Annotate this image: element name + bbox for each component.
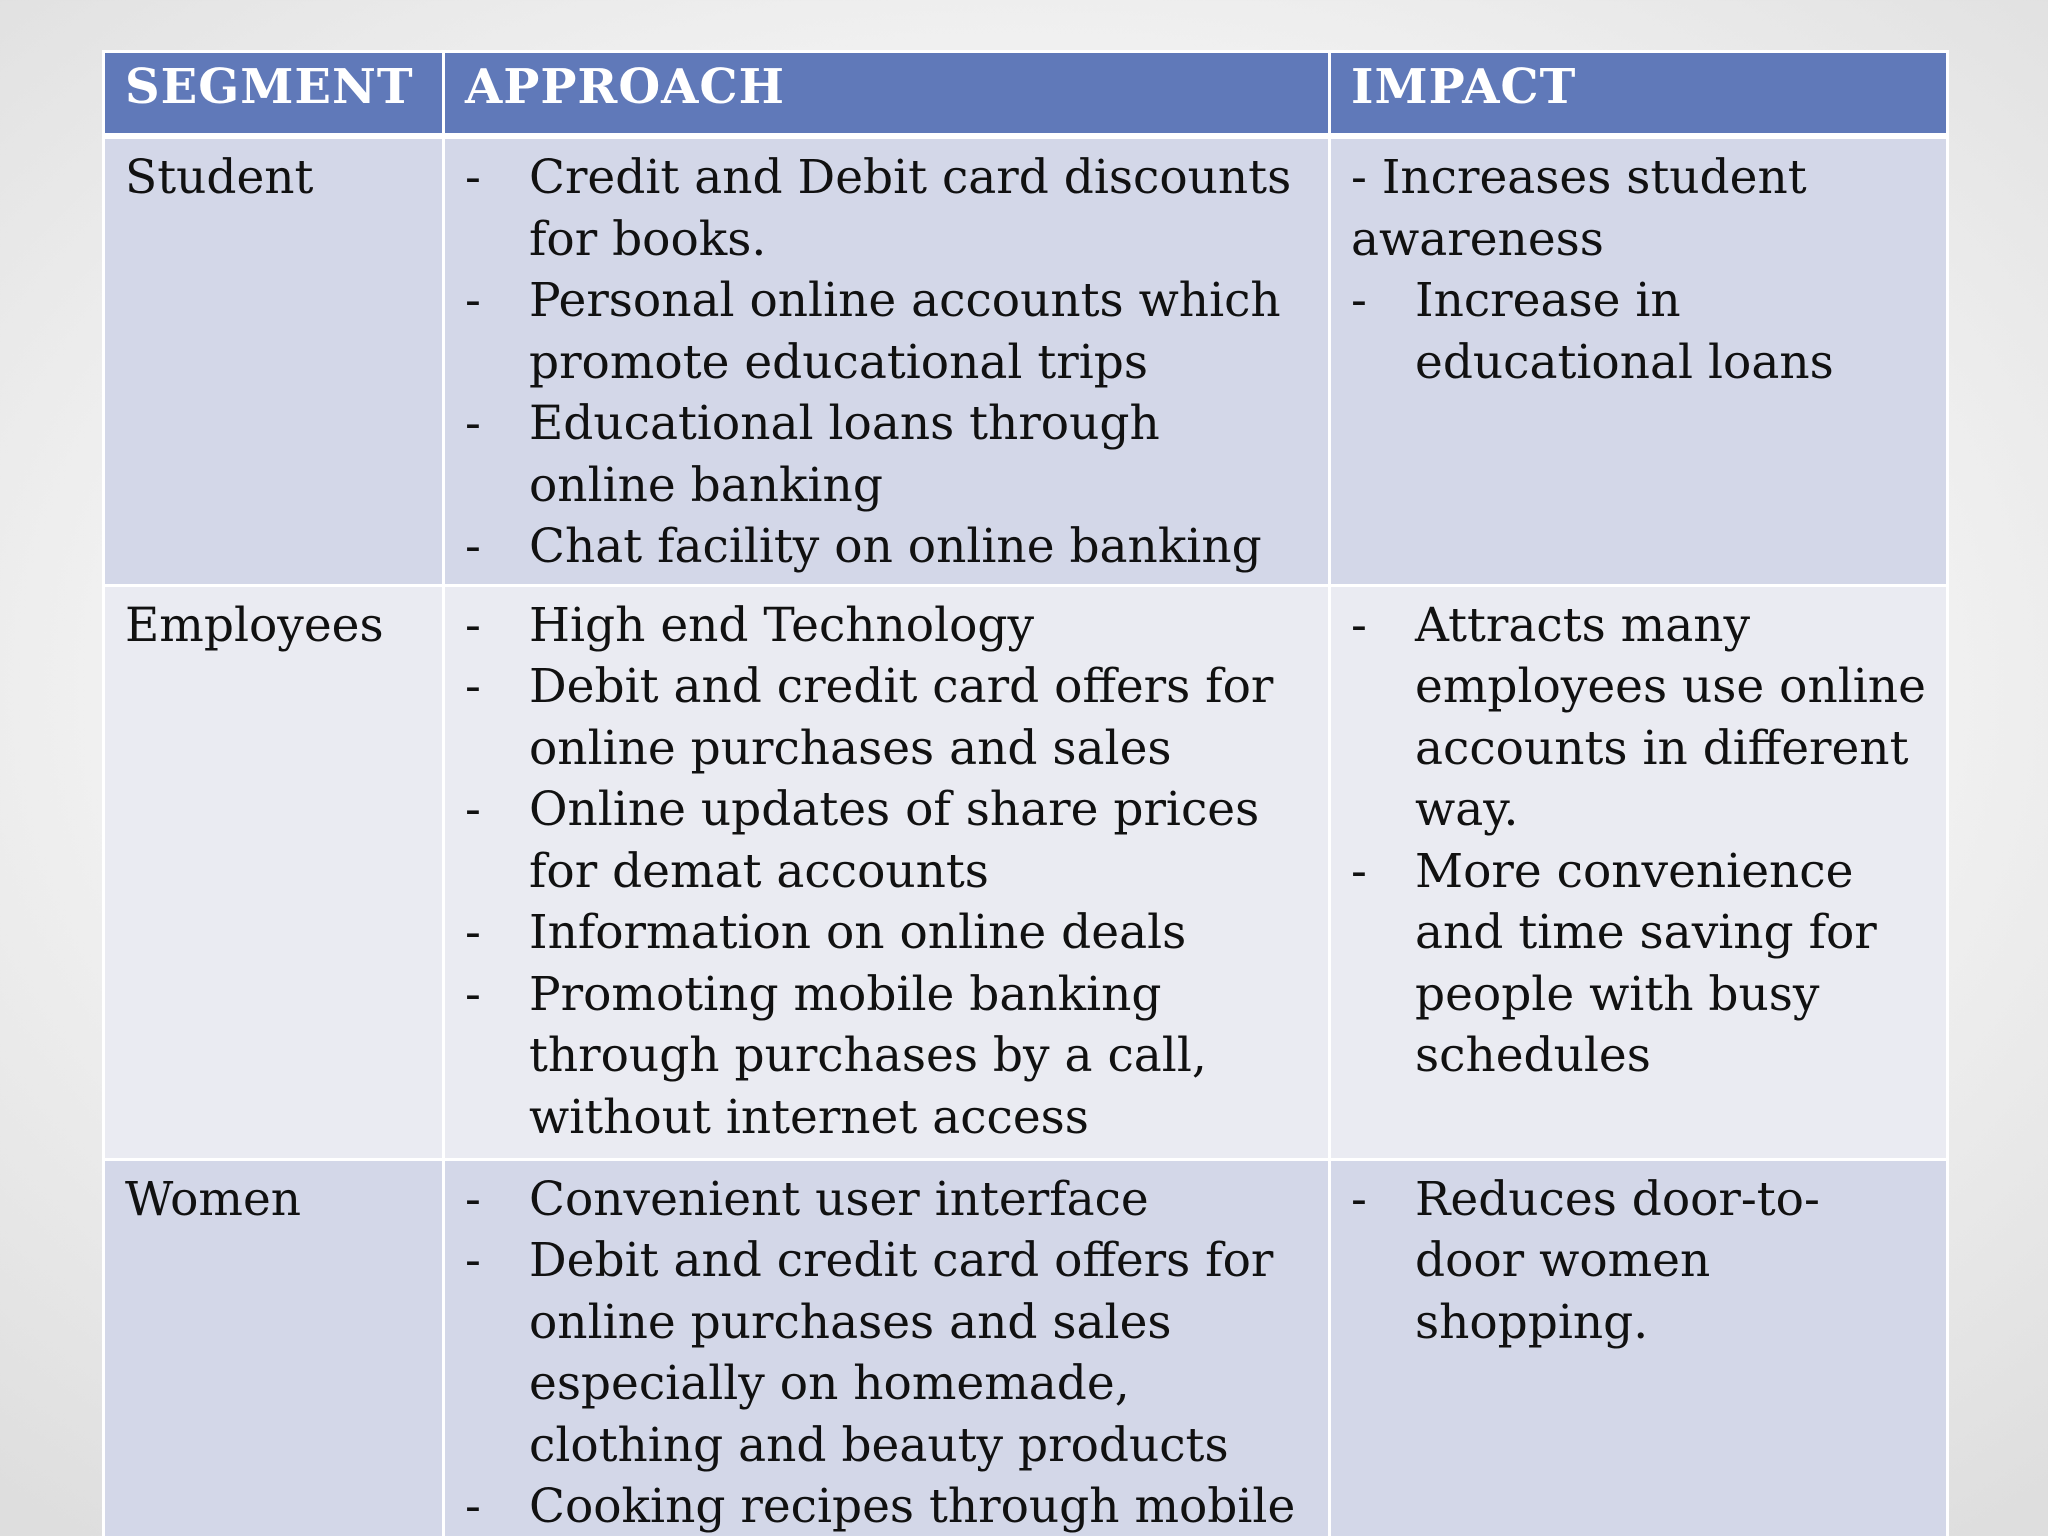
list-item: - Cooking recipes through mobile <box>465 1476 1308 1536</box>
list-item: - Increase in educational loans <box>1351 270 1926 393</box>
list-item: - High end Technology <box>465 595 1308 657</box>
impact-cell <box>1330 136 1948 585</box>
header-approach: APPROACH <box>444 52 1330 137</box>
impact-cell <box>1330 1159 1948 1536</box>
list-item: - Online updates of share prices for demat accounts <box>465 779 1308 902</box>
segment-cell: Employees <box>104 585 444 1159</box>
table-row-women <box>104 1159 1948 1536</box>
list-item: - Debit and credit card offers for online purchases and sales <box>465 656 1308 779</box>
header-impact: IMPACT <box>1330 52 1948 137</box>
list-item: - Credit and Debit card discounts for books. <box>465 147 1308 270</box>
segment-approach-impact-table <box>102 50 1949 1536</box>
approach-list <box>465 595 1308 1149</box>
list-item: - Attracts many employees use online accounts in different way. <box>1351 595 1926 841</box>
list-item: - Promoting mobile banking through purchases by a call, without internet access <box>465 964 1308 1149</box>
header-row <box>104 52 1948 137</box>
impact-list <box>1351 595 1926 1087</box>
approach-list <box>465 1169 1308 1536</box>
impact-cell <box>1330 585 1948 1159</box>
list-item: - Information on online deals <box>465 902 1308 964</box>
segment-cell: Student <box>104 136 444 585</box>
list-item: - More convenience and time saving for people with busy schedules <box>1351 841 1926 1087</box>
list-item: - Reduces door-to-door women shopping. <box>1351 1169 1926 1354</box>
segment-cell: Women <box>104 1159 444 1536</box>
approach-cell <box>444 585 1330 1159</box>
approach-cell <box>444 1159 1330 1536</box>
list-item: - Personal online accounts which promote educational trips <box>465 270 1308 393</box>
table-row-employees <box>104 585 1948 1159</box>
header-segment: SEGMENT <box>104 52 444 137</box>
list-item: - Debit and credit card offers for online purchases and sales especially on homemade, clothing and beauty products <box>465 1230 1308 1476</box>
list-item: - Educational loans through online banking <box>465 393 1308 516</box>
list-item: - Convenient user interface <box>465 1169 1308 1231</box>
impact-list <box>1351 270 1926 393</box>
approach-list <box>465 147 1308 578</box>
list-item: - Chat facility on online banking <box>465 516 1308 578</box>
approach-cell <box>444 136 1330 585</box>
impact-intro-text: - Increases student awareness <box>1351 150 1807 267</box>
table-row-student <box>104 136 1948 585</box>
impact-list <box>1351 1169 1926 1354</box>
